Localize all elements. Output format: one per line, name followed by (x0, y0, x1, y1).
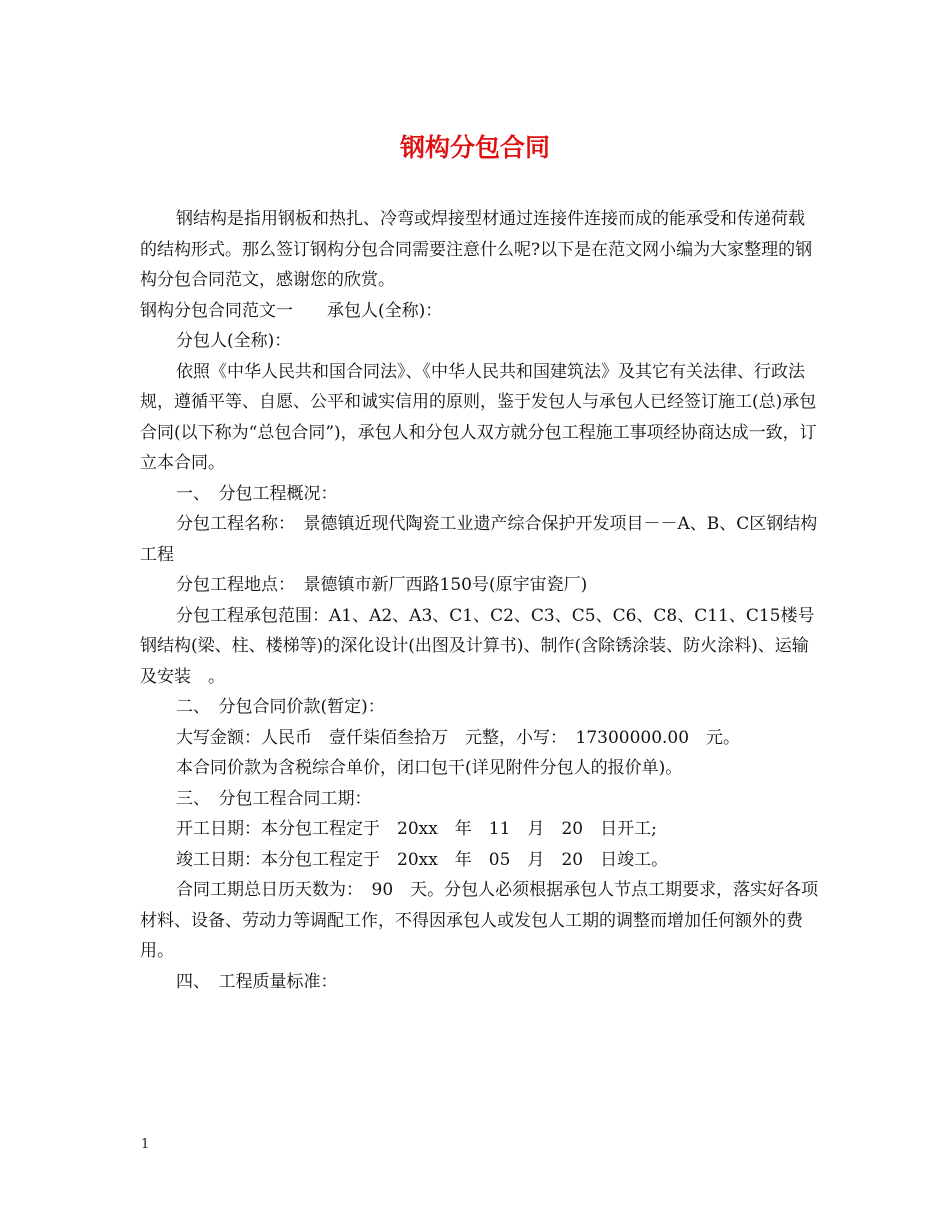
document-title: 钢构分包合同 (399, 133, 550, 162)
section-heading-2: 二、 分包合同价款(暂定)： (176, 697, 385, 717)
section-heading-1: 一、 分包工程概况： (176, 483, 338, 504)
section-heading-3: 三、 分包工程合同工期： (176, 788, 372, 809)
basis-paragraph: 依照《中华人民共和国合同法》、《中华人民共和国建筑法》及其它有关法律、行政法规，遵循平等、自愿、公平和诚实信用的原则，鉴于发包人与承包人已经签订施工(总)承包合同(以下称为“总包合同”)，承包人和分包人双方就分包工程施工事项经协商达成一致，订立本合同。 (140, 361, 817, 473)
price-note: 本合同价款为含税综合单价，闭口包干(详见附件分包人的报价单)。 (176, 758, 683, 778)
project-scope: 分包工程承包范围：A1、A2、A3、C1、C2、C3、C5、C6、C8、C11、C15楼号钢结构(梁、柱、楼梯等)的深化设计(出图及计算书)、制作(含除锈涂装、防火涂料)、运输及安装 。 (140, 605, 815, 687)
intro-paragraph: 钢结构是指用钢板和热扎、冷弯或焊接型材通过连接件连接而成的能承受和传递荷载的结构形式。那么签订钢构分包合同需要注意什么呢?以下是在范文网小编为大家整理的钢构分包合同范文，感谢您的欣赏。 (140, 209, 813, 290)
page-number: 1 (141, 1137, 150, 1152)
project-location: 分包工程地点： 景德镇市新厂西路150号(原宇宙瓷厂) (176, 575, 588, 595)
start-date: 开工日期：本分包工程定于 20xx 年 11 月 20 日开工; (176, 819, 657, 839)
sample-heading: 钢构分包合同范文一 承包人(全称)： (140, 300, 443, 321)
subcontractor-line: 分包人(全称)： (176, 331, 292, 351)
project-name: 分包工程名称： 景德镇近现代陶瓷工业遗产综合保护开发项目－－A、B、C区钢结构工程 (140, 514, 818, 565)
contract-amount: 大写金额：人民币 壹仟柒佰叁拾万 元整，小写： 17300000.00 元。 (176, 727, 741, 748)
duration-paragraph: 合同工期总日历天数为： 90 天。分包人必须根据承包人节点工期要求，落实好各项材料、设备、劳动力等调配工作，不得因承包人或发包人工期的调整而增加任何额外的费用。 (140, 880, 819, 961)
completion-date: 竣工日期：本分包工程定于 20xx 年 05 月 20 日竣工。 (176, 849, 669, 870)
document-body (140, 204, 820, 997)
section-heading-4: 四、 工程质量标准： (176, 971, 338, 992)
